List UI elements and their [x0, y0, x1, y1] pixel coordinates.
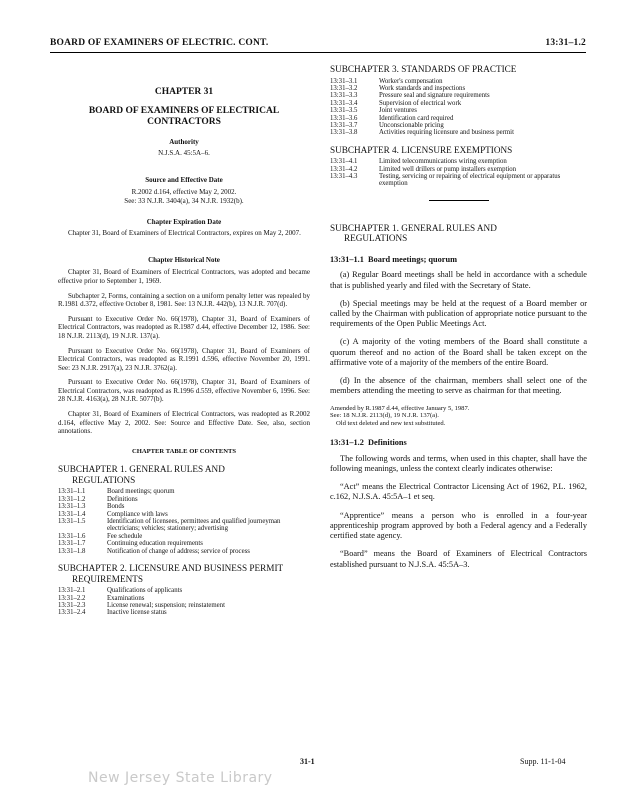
left-column	[58, 64, 310, 617]
supplement-date: Supp. 11-1-04	[520, 757, 566, 766]
expiration-text: Chapter 31, Board of Examiners of Electrical Contractors, expires on May 2, 2007.	[68, 229, 301, 238]
toc-item[interactable]: 13:31–2.4 Inactive license status	[58, 609, 167, 617]
expiration-label: Chapter Expiration Date	[146, 217, 222, 226]
toc-item[interactable]: 13:31–2.3 License renewal; suspension; reinstatement	[58, 601, 225, 609]
definition-paragraph: “Apprentice” means a person who is enrolled in a four-year apprenticeship program approved by both a Federal agency and a Federally certified state agency.	[330, 510, 587, 541]
toc-item[interactable]: 13:31–2.1 Qualifications of applicants	[58, 587, 183, 595]
header-section-range: 13:31–1.2	[545, 38, 586, 48]
history-note: Pursuant to Executive Order No. 66(1978), Chapter 31, Board of Examiners of Electrical Contractors, was readopted as R.1987 d.44, effective December 12, 1986. See: 18 N.J.R. 2113(d), 19 N.J.R. 137(a).	[58, 314, 310, 340]
section-paragraph: (d) In the absence of the chairman, members shall select one of the members attending the meeting to serve as chairman for that meeting.	[330, 376, 587, 396]
subchapter-1-heading: SUBCHAPTER 1. GENERAL RULES AND REGULATIONS	[330, 222, 497, 244]
section-divider	[429, 200, 489, 201]
page-number: 31-1	[300, 757, 315, 766]
history-note: Pursuant to Executive Order No. 66(1978), Chapter 31, Board of Examiners of Electrical Contractors, was readopted as R.1996 d.559, effective November 6, 1996. See: 28 N.J.R. 4163(a), 28 N.J.R. 5077(b).	[58, 378, 310, 404]
section-paragraph: The following words and terms, when used in this chapter, shall have the following meanings, unless the context clearly indicates otherwise:	[330, 453, 587, 474]
toc-item[interactable]: 13:31–1.1 Board meetings; quorum	[58, 488, 175, 496]
section-paragraph: (a) Regular Board meetings shall be held in accordance with a schedule that is published yearly and filed with the Secretary of State.	[330, 270, 587, 290]
history-note: Pursuant to Executive Order No. 66(1978), Chapter 31, Board of Examiners of Electrical Contractors, was readopted as R.1991 d.596, effective November 20, 1991. See: 23 N.J.R. 2917(a), 23 N.J.R. 3762(a).	[58, 346, 310, 372]
section-paragraph: (b) Special meetings may be held at the request of a Board member or called by the Chairman with publication of appropriate notice pursuant to the requirements of the Open Public Meetings Act.	[330, 298, 587, 329]
history-note: Chapter 31, Board of Examiners of Electrical Contractors, was readopted as R.2002 d.164, effective May 2, 2002. See: Source and Effective Date. See, also, section annotations.	[58, 410, 310, 436]
toc-item[interactable]: 13:31–3.1 Worker's compensation	[330, 77, 443, 85]
toc-item[interactable]: 13:31–1.2 Definitions	[58, 495, 138, 503]
toc-item[interactable]: 13:31–1.4 Compliance with laws	[58, 510, 168, 518]
source-line-2: See: 33 N.J.R. 3404(a), 34 N.J.R. 1932(b).	[124, 196, 244, 205]
toc-item[interactable]: 13:31–3.8 Activities requiring licensure and business permit	[330, 129, 514, 137]
toc-subchapter-1-title: SUBCHAPTER 1. GENERAL RULES AND REGULATIONS	[58, 464, 225, 485]
running-header	[50, 36, 586, 53]
toc-item[interactable]: 13:31–3.5 Joint ventures	[330, 107, 417, 115]
toc-subchapter-3-title: SUBCHAPTER 3. STANDARDS OF PRACTICE	[330, 64, 517, 74]
toc-item[interactable]: 13:31–3.6 Identification card required	[330, 114, 454, 122]
toc-item[interactable]: 13:31–4.1 Limited telecommunications wiring exemption	[330, 158, 507, 166]
toc-item[interactable]: 13:31–1.3 Bonds	[58, 503, 125, 511]
definition-paragraph: “Board” means the Board of Examiners of Electrical Contractors established pursuant to N.J.S.A. 45:5A–3.	[330, 549, 587, 569]
toc-subchapter-1-list	[58, 488, 310, 555]
toc-item[interactable]: 13:31–2.2 Examinations	[58, 594, 145, 602]
toc-item[interactable]: 13:31–3.3 Pressure seal and signature requirements	[330, 92, 490, 100]
toc-item[interactable]: 13:31–1.6 Fee schedule	[58, 532, 143, 540]
toc-item[interactable]: 13:31–3.4 Supervision of electrical work	[330, 99, 462, 107]
section-1-2-heading: 13:31–1.2 Definitions	[330, 438, 407, 448]
history-label: Chapter Historical Note	[148, 255, 220, 264]
toc-subchapter-2-list	[58, 587, 225, 617]
history-note: Subchapter 2, Forms, containing a section on a uniform penalty letter was repealed by R.1981 d.372, effective October 8, 1981. See: 13 N.J.R. 442(b), 13 N.J.R. 707(d).	[58, 291, 310, 309]
section-1-1-heading: 13:31–1.1 Board meetings; quorum	[330, 254, 458, 264]
toc-item[interactable]: 13:31–1.8 Notification of change of address; service of process	[58, 547, 250, 555]
chapter-number: CHAPTER 31	[154, 87, 214, 97]
definition-paragraph: “Act” means the Electrical Contractor Licensing Act of 1962, P.L. 1962, c.162, N.J.S.A. 45:5A–1 et seq.	[330, 482, 587, 502]
right-column	[330, 64, 587, 578]
authority-text: N.J.S.A. 45:5A–6.	[158, 149, 210, 158]
toc-item[interactable]: 13:31–1.7 Continuing education requirements	[58, 540, 203, 548]
toc-item[interactable]: 13:31–1.5 Identification of licensees, permittees and qualified journeyman electricians; vehicles; stationery; advertising	[58, 518, 281, 533]
source-line-1: R.2002 d.164, effective May 2, 2002.	[131, 188, 237, 197]
toc-subchapter-4-title: SUBCHAPTER 4. LICENSURE EXEMPTIONS	[330, 144, 513, 155]
library-watermark: New Jersey State Library	[88, 770, 273, 786]
toc-subchapter-3-list	[330, 78, 514, 137]
chapter-title: BOARD OF EXAMINERS OF ELECTRICAL CONTRACTORS	[88, 105, 280, 127]
toc-item[interactable]: 13:31–3.2 Work standards and inspections	[330, 84, 466, 92]
toc-item[interactable]: 13:31–4.3 Testing, servicing or repairing of electrical equipment or apparatus exemption	[330, 173, 561, 188]
authority-label: Authority	[169, 137, 199, 146]
section-paragraph: (c) A majority of the voting members of the Board shall constitute a quorum thereof and no action of the Board shall be taken except on the affirmative vote of a majority of the members of the entire Board.	[330, 337, 587, 367]
toc-item[interactable]: 13:31–3.7 Unconscionable pricing	[330, 121, 444, 129]
toc-label: CHAPTER TABLE OF CONTENTS	[131, 447, 237, 455]
toc-subchapter-2-title: SUBCHAPTER 2. LICENSURE AND BUSINESS PERMIT REQUIREMENTS	[58, 563, 284, 584]
header-title: BOARD OF EXAMINERS OF ELECTRIC. CONT.	[50, 38, 269, 48]
toc-subchapter-4-list	[330, 158, 587, 188]
amendment-note: Amended by R.1987 d.44, effective January 5, 1987. See: 18 N.J.R. 2113(d), 19 N.J.R. 137(a). Old text deleted and new text substituted.	[330, 404, 470, 427]
toc-item[interactable]: 13:31–4.2 Limited well drillers or pump installers exemption	[330, 165, 517, 173]
source-label: Source and Effective Date	[145, 175, 223, 184]
history-note: Chapter 31, Board of Examiners of Electrical Contractors, was adopted and became effective prior to September 1, 1969.	[58, 268, 310, 285]
